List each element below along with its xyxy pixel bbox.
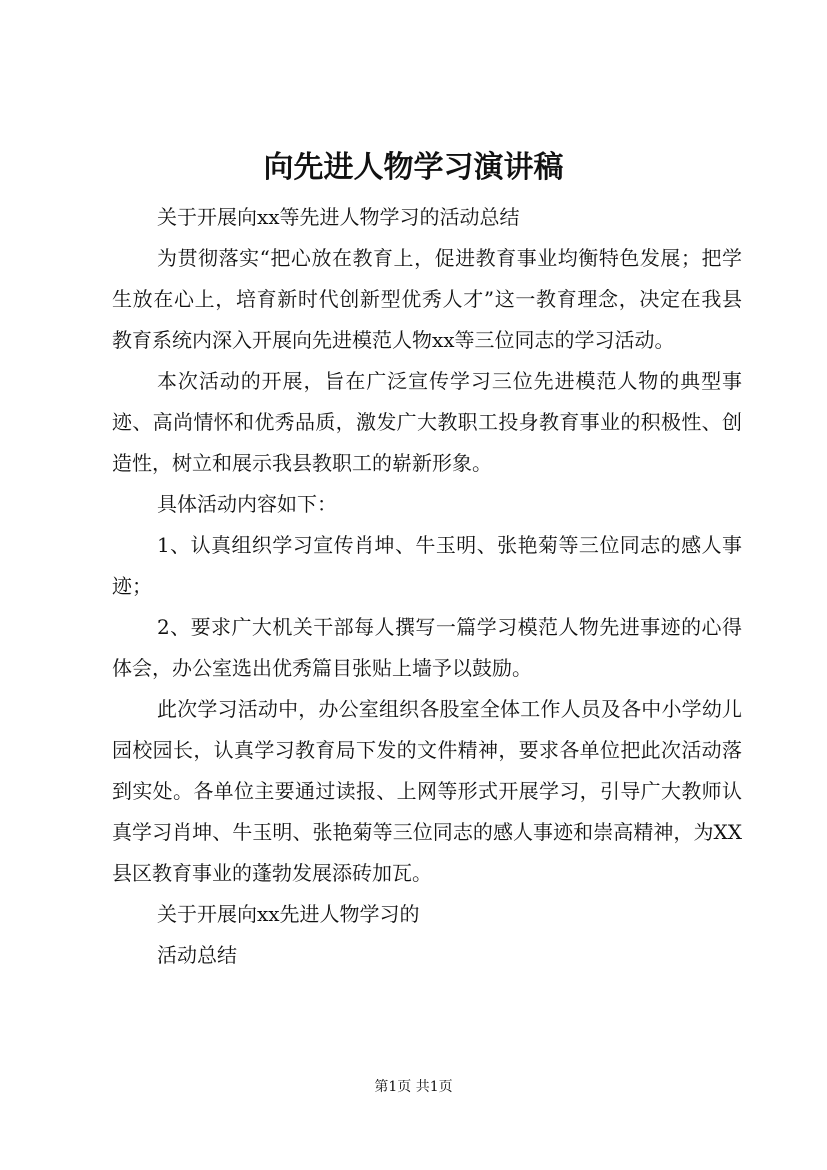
paragraph-intro: 为贯彻落实“把心放在教育上，促进教育事业均衡特色发展；把学生放在心上，培育新时代创新型优秀人才”这一教育理念，决定在我县教育系统内深入开展向先进模范人物xx等三位同志的学习活动。 [112,246,742,352]
document-title: 向先进人物学习演讲稿 [263,150,564,185]
paragraph-activity: 此次学习活动中，办公室组织各股室全体工作人员及各中小学幼儿园校园长，认真学习教育局下发的文件精神，要求各单位把此次活动落到实处。各单位主要通过读报、上网等形式开展学习，引导广大教师认真学习肖坤、牛玉明、张艳菊等三位同志的感人事迹和崇高精神，为XX县区教育事业的蓬勃发展添砖加瓦。 [112,697,742,885]
paragraph-purpose: 本次活动的开展，旨在广泛宣传学习三位先进模范人物的典型事迹、高尚情怀和优秀品质，激发广大教职工投身教育事业的积极性、创造性，树立和展示我县教职工的崭新形象。 [112,369,742,475]
document-body [112,197,742,976]
paragraph-closing-2: 活动总结 [157,943,237,967]
paragraph-item-1: 1、认真组织学习宣传肖坤、牛玉明、张艳菊等三位同志的感人事迹； [112,533,742,598]
paragraph-content-lead: 具体活动内容如下： [157,492,337,516]
page-number: 第1页 共1页 [374,1079,453,1095]
paragraph-closing-1: 关于开展向xx先进人物学习的 [157,902,420,926]
paragraph-item-2: 2、要求广大机关干部每人撰写一篇学习模范人物先进事迹的心得体会，办公室选出优秀篇目张贴上墙予以鼓励。 [112,615,742,680]
paragraph-heading: 关于开展向xx等先进人物学习的活动总结 [157,205,520,229]
